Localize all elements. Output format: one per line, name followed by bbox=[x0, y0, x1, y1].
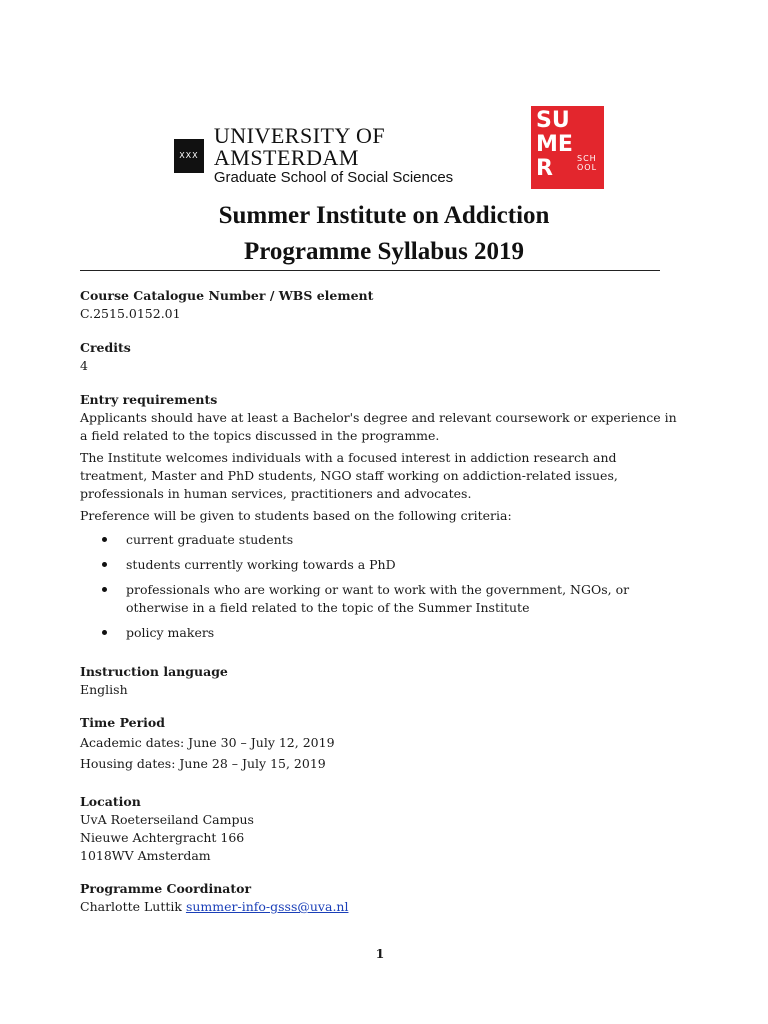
uva-name: UNIVERSITY OF AMSTERDAM bbox=[213, 123, 386, 170]
location-section bbox=[80, 793, 680, 865]
criteria-list bbox=[80, 531, 680, 642]
summer-logo-r: R bbox=[536, 156, 553, 181]
document-title: Summer Institute on Addiction bbox=[218, 202, 550, 229]
academic-dates: Academic dates: June 30 – July 12, 2019 bbox=[80, 735, 335, 750]
credits-label: Credits bbox=[80, 340, 131, 355]
credits-value: 4 bbox=[80, 358, 88, 373]
entry-label: Entry requirements bbox=[80, 392, 218, 407]
list-item: policy makers bbox=[80, 624, 680, 642]
entry-section bbox=[80, 391, 680, 649]
credits-section bbox=[80, 339, 680, 375]
language-section bbox=[80, 663, 680, 699]
time-section bbox=[80, 714, 680, 773]
summer-school-logo bbox=[531, 106, 604, 189]
title-divider bbox=[80, 270, 660, 271]
language-label: Instruction language bbox=[80, 664, 228, 679]
uva-emblem-text: XXX bbox=[179, 151, 199, 160]
uva-subtitle: Graduate School of Social Sciences bbox=[213, 169, 454, 186]
page-number: 1 bbox=[375, 946, 385, 961]
time-label: Time Period bbox=[80, 715, 166, 730]
coordinator-section bbox=[80, 880, 680, 916]
course-value: C.2515.0152.01 bbox=[80, 306, 181, 321]
course-section bbox=[80, 287, 680, 323]
document-subtitle: Programme Syllabus 2019 bbox=[243, 238, 525, 265]
entry-paragraph-3: Preference will be given to students based on the following criteria: bbox=[80, 508, 512, 523]
course-label: Course Catalogue Number / WBS element bbox=[80, 288, 374, 303]
summer-logo-su: SU bbox=[536, 108, 570, 133]
entry-paragraph-2: The Institute welcomes individuals with a focused interest in addiction research and treatment, Master and PhD students, NGO staff working on addiction-related issues, professionals in human services, practitioners and advocates. bbox=[80, 450, 618, 501]
list-item: current graduate students bbox=[80, 531, 680, 549]
uva-logo-text bbox=[214, 125, 496, 187]
summer-logo-school: SCH OOL bbox=[577, 154, 598, 172]
coordinator-line bbox=[80, 898, 680, 916]
list-item: students currently working towards a PhD bbox=[80, 556, 680, 574]
uva-logo bbox=[156, 120, 496, 192]
list-item: professionals who are working or want to work with the government, NGOs, or otherwise in a field related to the topic of the Summer Institute bbox=[80, 581, 680, 617]
coordinator-label: Programme Coordinator bbox=[80, 881, 252, 896]
location-label: Location bbox=[80, 794, 141, 809]
uva-emblem-icon bbox=[174, 139, 204, 173]
location-line-3: 1018WV Amsterdam bbox=[80, 848, 211, 863]
location-line-2: Nieuwe Achtergracht 166 bbox=[80, 830, 245, 845]
language-value: English bbox=[80, 682, 128, 697]
coordinator-name: Charlotte Luttik bbox=[80, 899, 182, 914]
housing-dates: Housing dates: June 28 – July 15, 2019 bbox=[80, 756, 326, 771]
summer-logo-me: ME bbox=[536, 132, 573, 157]
coordinator-email-link[interactable]: summer-info-gsss@uva.nl bbox=[185, 899, 349, 914]
entry-paragraph-1: Applicants should have at least a Bachelor's degree and relevant coursework or experience in a field related to the topics discussed in the programme. bbox=[80, 410, 677, 443]
location-line-1: UvA Roeterseiland Campus bbox=[80, 812, 254, 827]
